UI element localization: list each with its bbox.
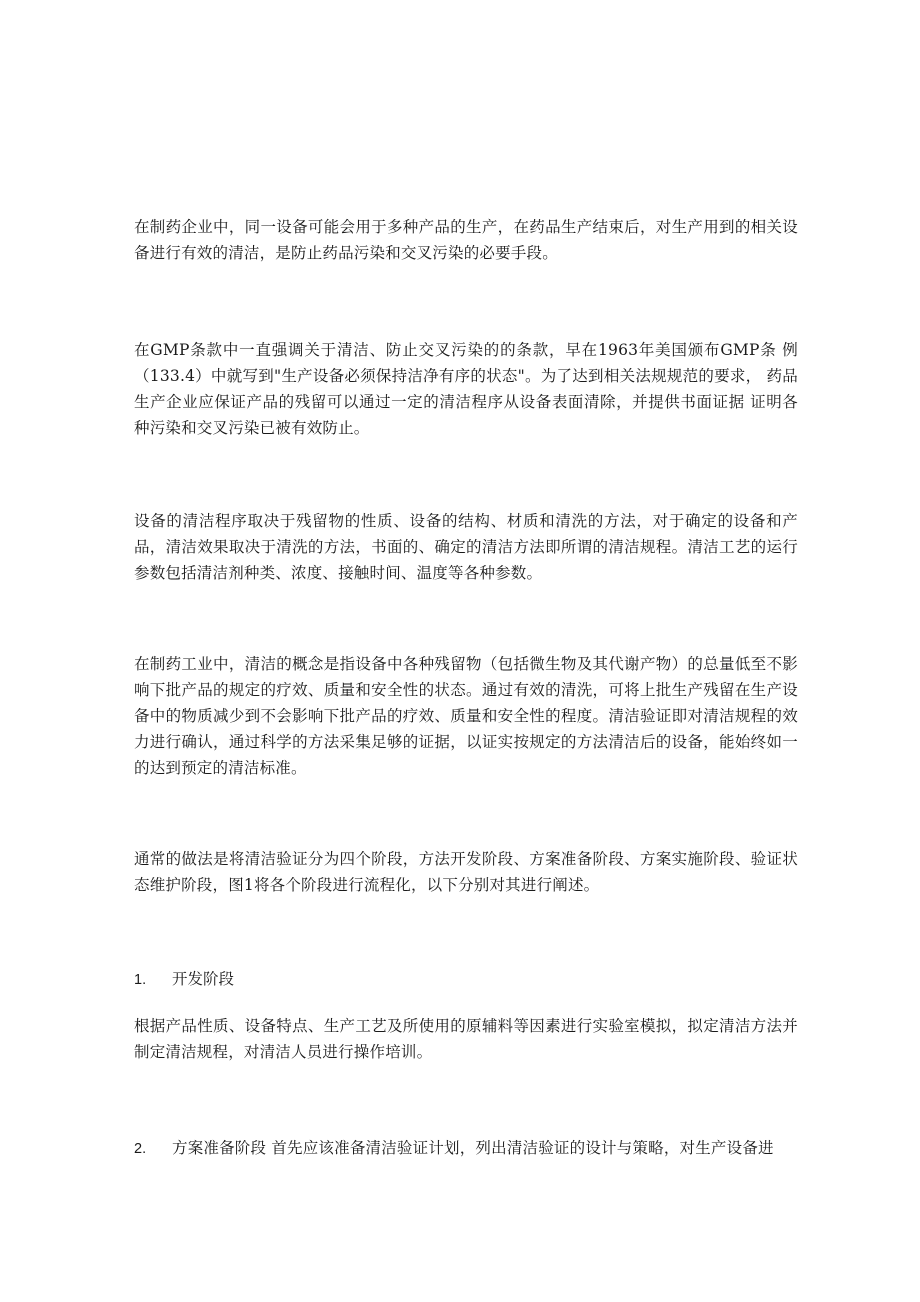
section-1-heading [134,966,798,993]
paragraph-four-stages: 通常的做法是将清洁验证分为四个阶段，方法开发阶段、方案准备阶段、方案实施阶段、验证状态维护阶段，图1将各个阶段进行流程化，以下分别对其进行阐述。 [134,850,798,894]
section-1-title: 开发阶段 [172,970,235,988]
paragraph-intro: 在制药企业中，同一设备可能会用于多种产品的生产，在药品生产结束后，对生产用到的相关设备进行有效的清洁，是防止药品污染和交叉污染的必要手段。 [134,218,798,262]
section-2-number: 2. [134,1141,147,1157]
section-1-number: 1. [134,972,147,988]
paragraph-cleaning-concept: 在制药工业中，清洁的概念是指设备中各种残留物（包括微生物及其代谢产物）的总量低至不影响下批产品的规定的疗效、质量和安全性的状态。通过有效的清洗，可将上批生产残留在生产设备中的物质减少到不会影响下批产品的疗效、质量和安全性的程度。清洁验证即对清洁规程的效力进行确认，通过科学的方法采集足够的证据，以证实按规定的方法清洁后的设备，能始终如一的达到预定的清洁标准。 [134,655,798,777]
section-2-heading [134,1135,798,1162]
section-2-text: 方案准备阶段 首先应该准备清洁验证计划，列出清洁验证的设计与策略，对生产设备进 [172,1139,774,1157]
paragraph-cleaning-procedure: 设备的清洁程序取决于残留物的性质、设备的结构、材质和清洗的方法，对于确定的设备和产品，清洁效果取决于清洗的方法，书面的、确定的清洁方法即所谓的清洁规程。清洁工艺的运行参数包括清洁剂种类、浓度、接触时间、温度等各种参数。 [134,512,798,582]
paragraph-gmp: 在GMP条款中一直强调关于清洁、防止交叉污染的的条款，早在1963年美国颁布GMP条 例（133.4）中就写到"生产设备必须保持洁净有序的状态"。为了达到相关法规规范的要求， 药品生产企业应保证产品的残留可以通过一定的清洁程序从设备表面清除，并提供书面证据 证明各种污染和交叉污染已被有效防止。 [134,341,798,437]
section-1-body: 根据产品性质、设备特点、生产工艺及所使用的原辅料等因素进行实验室模拟，拟定清洁方法并制定清洁规程，对清洁人员进行操作培训。 [134,1017,798,1061]
